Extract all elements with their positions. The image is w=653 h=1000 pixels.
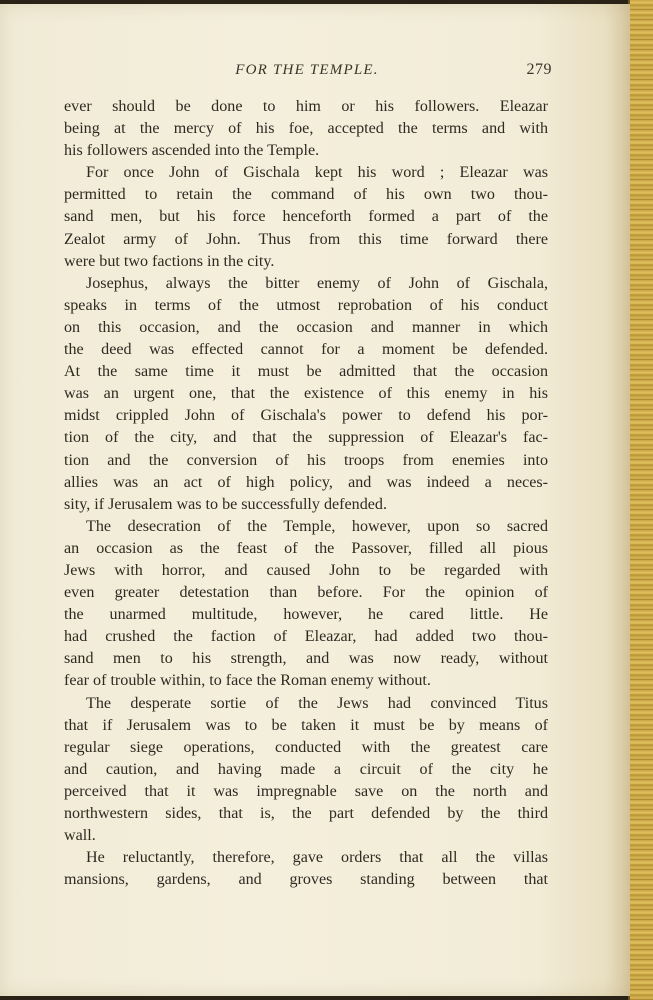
book-page: [0, 4, 630, 996]
running-title: FOR THE TEMPLE.: [235, 62, 379, 78]
text-line: his followers ascended into the Temple.: [64, 142, 320, 160]
body-text: [64, 96, 548, 891]
page-header: [62, 62, 552, 86]
text-line: Zealot army of John. Thus from this time forward there: [64, 230, 548, 248]
text-line: speaks in terms of the utmost reprobation of his conduct: [64, 296, 548, 314]
text-line: were but two factions in the city.: [64, 252, 275, 270]
text-line: mansions, gardens, and groves standing between that: [64, 871, 548, 889]
text-line: The desperate sortie of the Jews had convinced Titus: [86, 694, 548, 712]
text-line: perceived that it was impregnable save on the north and: [64, 782, 548, 800]
text-line: allies was an act of high policy, and was indeed a neces-: [64, 473, 548, 491]
text-line: permitted to retain the command of his own two thou-: [64, 186, 548, 204]
text-line: fear of trouble within, to face the Roman enemy without.: [64, 672, 431, 690]
text-line: was an urgent one, that the existence of this enemy in his: [64, 385, 548, 403]
text-line: on this occasion, and the occasion and manner in which: [64, 318, 548, 336]
text-line: and caution, and having made a circuit of the city he: [64, 760, 548, 778]
text-line: tion of the city, and that the suppression of Eleazar's fac-: [64, 429, 548, 447]
text-line: the deed was effected cannot for a moment be defended.: [64, 341, 548, 359]
text-line: ever should be done to him or his followers. Eleazar: [64, 98, 548, 115]
text-line: that if Jerusalem was to be taken it must be by means of: [64, 716, 548, 734]
text-line: midst crippled John of Gischala's power to defend his por-: [64, 407, 548, 425]
text-line: northwestern sides, that is, the part defended by the third: [64, 805, 548, 822]
text-line: regular siege operations, conducted with the greatest care: [64, 738, 548, 756]
text-line: The desecration of the Temple, however, upon so sacred: [86, 517, 548, 535]
text-line: an occasion as the feast of the Passover, filled all pious: [64, 539, 548, 557]
text-line: For once John of Gischala kept his word ; Eleazar was: [86, 164, 548, 182]
text-line: being at the mercy of his foe, accepted the terms and with: [64, 120, 548, 138]
text-line: sand men, but his force henceforth formed a part of the: [64, 208, 548, 226]
text-line: sand men to his strength, and was now ready, without: [64, 650, 548, 668]
page-number: 279: [526, 61, 552, 78]
text-line: even greater detestation than before. For the opinion of: [64, 584, 548, 602]
text-line: Josephus, always the bitter enemy of John of Gischala,: [86, 274, 548, 292]
text-line: had crushed the faction of Eleazar, had added two thou-: [64, 628, 548, 646]
text-line: At the same time it must be admitted that the occasion: [64, 363, 548, 381]
text-line: sity, if Jerusalem was to be successfully defended.: [64, 495, 387, 513]
text-line: He reluctantly, therefore, gave orders that all the villas: [86, 849, 548, 867]
page-edge: [628, 0, 653, 1000]
text-line: tion and the conversion of his troops from enemies into: [64, 451, 548, 469]
text-line: wall.: [64, 827, 96, 845]
text-line: the unarmed multitude, however, he cared little. He: [64, 606, 548, 624]
text-line: Jews with horror, and caused John to be regarded with: [64, 561, 548, 579]
